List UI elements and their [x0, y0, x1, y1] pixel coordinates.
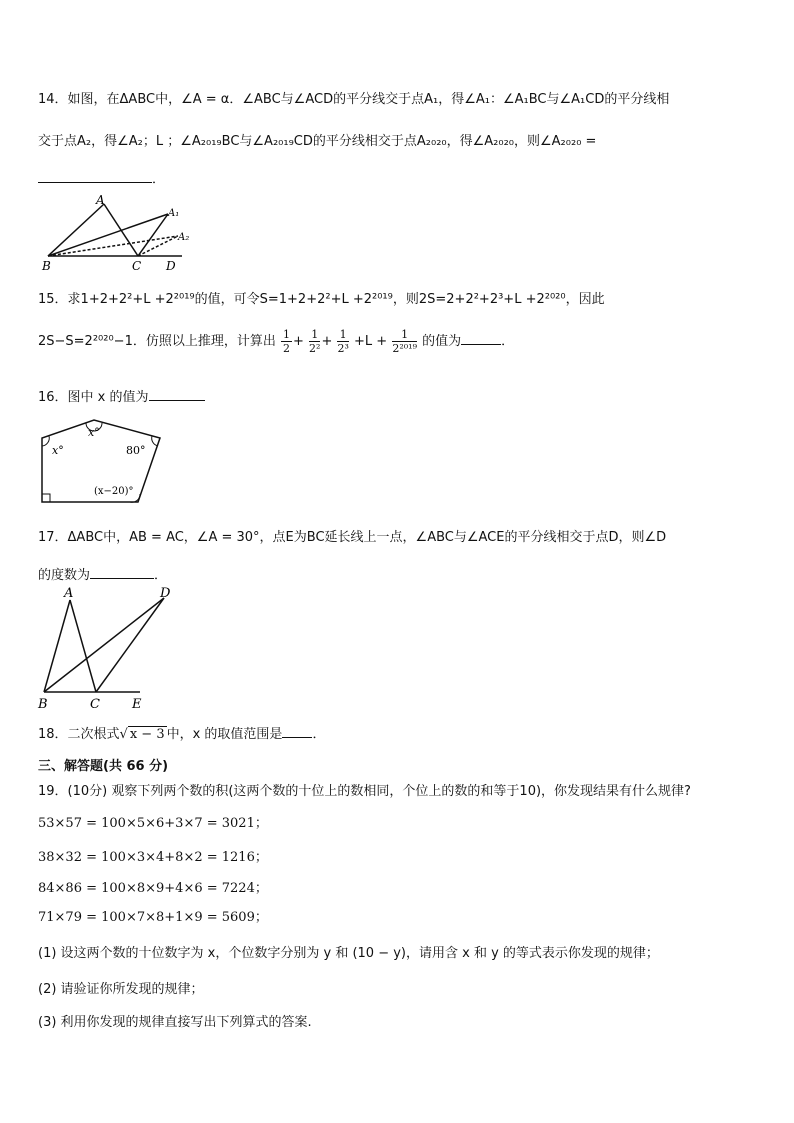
q19-part-3: (3) 利用你发现的规律直接写出下列算式的答案.: [38, 1015, 312, 1030]
q16-angle-top: x°: [88, 426, 100, 439]
q16-right-angle-mark: [42, 494, 50, 502]
q15-frac-3: $\frac{1}{\text{2³}}$: [337, 328, 349, 355]
q15-line2: 2S−S=2²⁰²⁰−1．仿照以上推理，计算出 $\frac{1}{2}$ + $\frac{1}{\text{2²}}$ + $\frac{1}{\text{2³}}$ +L + $\frac{1}{\text{2²⁰¹⁹}}$ 的值为 ．: [38, 328, 515, 355]
q18-radicand: x − 3: [129, 727, 165, 742]
q15-frac-2: $\frac{1}{\text{2²}}$: [309, 328, 321, 355]
q17-figure: [36, 584, 180, 710]
q17-label-b: B: [38, 697, 48, 710]
q17-line-bd: [44, 598, 164, 692]
q14-line-ba1: [48, 214, 168, 256]
q17-line-cd: [96, 598, 164, 692]
q14-label-d: D: [166, 259, 176, 273]
q14-answer-blank: ．: [38, 168, 165, 187]
q14-line-ca1: [138, 214, 168, 256]
q16-text: 16．图中 x 的值为: [38, 386, 205, 405]
q14-line1: 14．如图，在ΔABC中，∠A = α．∠ABC与∠ACD的平分线交于点A₁，得∠A₁：∠A₁BC与∠A₁CD的平分线相: [38, 92, 670, 107]
q15-frac-4: $\frac{1}{\text{2²⁰¹⁹}}$: [392, 328, 417, 355]
q14-line-ba: [48, 204, 104, 256]
q17-label-a: A: [64, 586, 74, 601]
q19-equation-1: 53×57 = 100×5×6+3×7 = 3021；: [38, 816, 268, 831]
q16-angle-bottom: (x−20)°: [94, 486, 134, 497]
q17-label-d: D: [160, 586, 171, 601]
q14-label-a: A: [96, 193, 105, 207]
q19-intro: 19．(10分) 观察下列两个数的积(这两个数的十位上的数相同，个位上的数的和等于10)，你发现结果有什么规律?: [38, 784, 691, 799]
q14-line2: 交于点A₂，得∠A₂；L ；∠A₂₀₁₉BC与∠A₂₀₁₉CD的平分线相交于点A₂₀₂₀，得∠A₂₀₂₀，则∠A₂₀₂₀ =: [38, 134, 597, 149]
q14-label-c: C: [132, 259, 142, 273]
q15-line1: 15．求1+2+2²+L +2²⁰¹⁹的值，可令S=1+2+2²+L +2²⁰¹⁹，则2S=2+2²+2³+L +2²⁰²⁰，因此: [38, 292, 605, 307]
q14-label-a1: A₁: [168, 208, 180, 219]
q16-angle-right: 80°: [126, 444, 146, 457]
q19-equation-2: 38×32 = 100×3×4+8×2 = 1216；: [38, 850, 268, 865]
q15-frac-1: $\frac{1}{2}$: [282, 328, 290, 355]
section-3-heading: 三、解答题(共 66 分): [38, 759, 169, 774]
q14-figure: [38, 192, 208, 274]
q14-label-b: B: [42, 259, 51, 273]
q17-label-c: C: [90, 697, 100, 710]
q19-equation-4: 71×79 = 100×7×8+1×9 = 5609；: [38, 910, 268, 925]
q19-equation-3: 84×86 = 100×8×9+4×6 = 7224；: [38, 881, 268, 896]
q14-label-a2: A₂: [178, 232, 190, 243]
q16-pentagon-figure: [38, 414, 168, 510]
q17-line-ba: [44, 600, 70, 692]
q19-part-2: (2) 请验证你所发现的规律；: [38, 982, 204, 997]
q18-text: 18．二次根式√ x − 3 中，x 的取值范围是 ．: [38, 727, 326, 742]
q17-line2: 的度数为 ．: [38, 568, 168, 583]
q17-line-ac: [70, 600, 96, 692]
q19-part-1: (1) 设这两个数的十位数字为 x，个位数字分别为 y 和 (10 − y)，请用含 x 和 y 的等式表示你发现的规律；: [38, 946, 659, 961]
q17-line1: 17．ΔABC中，AB = AC，∠A = 30°，点E为BC延长线上一点，∠ABC与∠ACE的平分线相交于点D，则∠D: [38, 530, 667, 545]
q17-label-e: E: [132, 697, 142, 710]
q16-angle-left: x°: [52, 444, 64, 457]
